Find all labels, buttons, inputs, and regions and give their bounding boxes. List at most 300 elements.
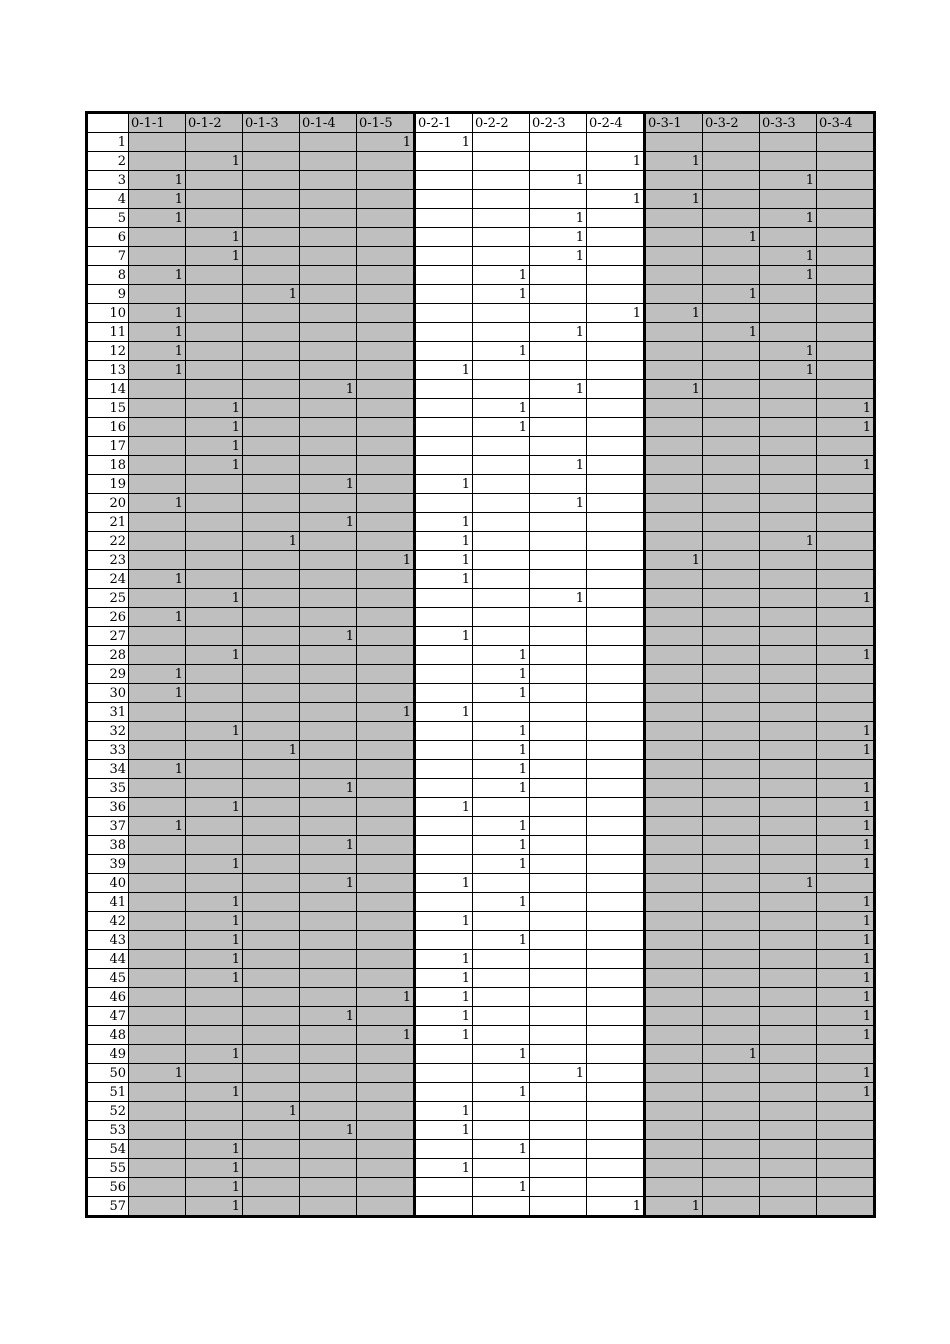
table-cell xyxy=(760,1140,817,1159)
table-cell: 1 xyxy=(760,266,817,285)
table-cell: 1 xyxy=(473,399,530,418)
table-cell xyxy=(357,627,415,646)
table-cell xyxy=(703,209,760,228)
table-cell xyxy=(129,969,186,988)
table-cell xyxy=(243,988,300,1007)
table-cell xyxy=(129,437,186,456)
table-cell xyxy=(357,684,415,703)
table-cell xyxy=(473,969,530,988)
table-cell xyxy=(645,342,703,361)
table-cell xyxy=(300,646,357,665)
table-cell xyxy=(186,323,243,342)
row-number: 18 xyxy=(87,456,129,475)
table-cell xyxy=(645,589,703,608)
table-cell xyxy=(703,988,760,1007)
table-cell xyxy=(473,190,530,209)
table-cell xyxy=(760,627,817,646)
table-row xyxy=(87,209,875,228)
table-cell xyxy=(243,475,300,494)
table-cell: 1 xyxy=(760,209,817,228)
table-cell: 1 xyxy=(703,1045,760,1064)
table-cell xyxy=(415,247,473,266)
table-cell xyxy=(473,988,530,1007)
table-cell xyxy=(129,988,186,1007)
table-cell xyxy=(357,969,415,988)
table-cell xyxy=(760,608,817,627)
table-cell xyxy=(817,304,875,323)
table-cell xyxy=(530,304,587,323)
table-cell xyxy=(186,171,243,190)
table-cell xyxy=(357,342,415,361)
table-cell: 1 xyxy=(186,456,243,475)
table-cell xyxy=(760,646,817,665)
table-row xyxy=(87,703,875,722)
table-cell xyxy=(243,323,300,342)
table-cell: 1 xyxy=(300,836,357,855)
table-cell xyxy=(760,1178,817,1197)
table-cell: 1 xyxy=(817,418,875,437)
table-cell xyxy=(530,190,587,209)
column-header: 0-3-3 xyxy=(760,113,817,133)
table-cell xyxy=(129,456,186,475)
table-cell: 1 xyxy=(817,836,875,855)
table-cell xyxy=(129,152,186,171)
table-cell xyxy=(703,665,760,684)
table-cell xyxy=(645,171,703,190)
table-cell xyxy=(587,703,645,722)
table-cell: 1 xyxy=(415,133,473,152)
table-cell xyxy=(760,1083,817,1102)
table-cell xyxy=(473,874,530,893)
table-cell xyxy=(357,931,415,950)
table-cell xyxy=(473,1007,530,1026)
table-cell xyxy=(186,380,243,399)
table-cell xyxy=(300,399,357,418)
table-cell xyxy=(587,380,645,399)
table-cell xyxy=(129,133,186,152)
table-cell xyxy=(587,551,645,570)
table-cell: 1 xyxy=(129,817,186,836)
table-cell xyxy=(703,798,760,817)
table-cell xyxy=(703,247,760,266)
table-cell xyxy=(129,836,186,855)
table-cell xyxy=(587,589,645,608)
table-cell xyxy=(760,152,817,171)
table-row xyxy=(87,304,875,323)
table-cell xyxy=(473,323,530,342)
table-row xyxy=(87,494,875,513)
row-number: 31 xyxy=(87,703,129,722)
table-cell: 1 xyxy=(645,380,703,399)
row-number: 45 xyxy=(87,969,129,988)
table-cell xyxy=(760,1064,817,1083)
table-cell xyxy=(703,817,760,836)
table-cell xyxy=(300,912,357,931)
table-cell xyxy=(587,912,645,931)
table-cell xyxy=(186,817,243,836)
table-cell xyxy=(645,760,703,779)
row-number: 20 xyxy=(87,494,129,513)
table-cell xyxy=(645,627,703,646)
table-cell xyxy=(817,1159,875,1178)
table-row xyxy=(87,513,875,532)
table-cell xyxy=(473,1026,530,1045)
table-cell xyxy=(186,1121,243,1140)
table-row xyxy=(87,969,875,988)
table-cell xyxy=(760,513,817,532)
table-cell xyxy=(760,893,817,912)
table-cell xyxy=(530,741,587,760)
table-cell xyxy=(300,532,357,551)
table-cell xyxy=(645,399,703,418)
column-header: 0-1-2 xyxy=(186,113,243,133)
table-cell xyxy=(530,627,587,646)
table-cell: 1 xyxy=(760,171,817,190)
table-cell: 1 xyxy=(186,931,243,950)
table-cell xyxy=(703,171,760,190)
table-cell xyxy=(243,1007,300,1026)
table-row xyxy=(87,988,875,1007)
table-cell xyxy=(817,1121,875,1140)
table-cell xyxy=(357,209,415,228)
row-number: 16 xyxy=(87,418,129,437)
table-cell xyxy=(300,817,357,836)
table-cell xyxy=(473,551,530,570)
table-cell xyxy=(760,418,817,437)
table-row xyxy=(87,399,875,418)
table-cell xyxy=(415,304,473,323)
row-number: 46 xyxy=(87,988,129,1007)
table-cell xyxy=(300,285,357,304)
table-cell xyxy=(530,361,587,380)
table-cell xyxy=(357,418,415,437)
table-cell xyxy=(817,1102,875,1121)
table-cell xyxy=(703,608,760,627)
table-cell xyxy=(186,741,243,760)
table-cell xyxy=(645,513,703,532)
table-cell xyxy=(817,1140,875,1159)
table-cell xyxy=(703,475,760,494)
table-cell xyxy=(817,570,875,589)
table-row xyxy=(87,1064,875,1083)
table-cell xyxy=(357,798,415,817)
table-cell: 1 xyxy=(129,608,186,627)
table-cell: 1 xyxy=(186,247,243,266)
table-cell xyxy=(243,798,300,817)
table-cell xyxy=(186,513,243,532)
table-cell: 1 xyxy=(186,646,243,665)
table-cell xyxy=(587,950,645,969)
table-cell xyxy=(530,608,587,627)
table-cell xyxy=(415,456,473,475)
table-row xyxy=(87,1007,875,1026)
table-cell xyxy=(817,760,875,779)
table-cell xyxy=(530,1121,587,1140)
table-cell xyxy=(817,171,875,190)
table-cell xyxy=(357,190,415,209)
data-table xyxy=(85,111,876,1218)
table-cell: 1 xyxy=(473,1083,530,1102)
table-cell xyxy=(357,361,415,380)
row-number: 54 xyxy=(87,1140,129,1159)
row-number: 52 xyxy=(87,1102,129,1121)
table-cell xyxy=(530,1140,587,1159)
table-cell xyxy=(817,133,875,152)
table-cell xyxy=(473,247,530,266)
table-cell xyxy=(129,1197,186,1217)
table-row xyxy=(87,361,875,380)
table-cell xyxy=(760,475,817,494)
table-cell xyxy=(645,969,703,988)
table-cell xyxy=(530,969,587,988)
table-row xyxy=(87,1121,875,1140)
table-cell xyxy=(300,570,357,589)
table-cell xyxy=(587,817,645,836)
table-cell xyxy=(357,1102,415,1121)
table-cell: 1 xyxy=(243,285,300,304)
table-cell: 1 xyxy=(186,1083,243,1102)
table-cell: 1 xyxy=(530,380,587,399)
table-row xyxy=(87,817,875,836)
table-cell xyxy=(703,532,760,551)
row-number: 33 xyxy=(87,741,129,760)
table-cell: 1 xyxy=(243,741,300,760)
table-cell: 1 xyxy=(530,589,587,608)
table-cell xyxy=(645,1045,703,1064)
table-cell xyxy=(186,1102,243,1121)
table-cell xyxy=(357,817,415,836)
table-cell xyxy=(415,323,473,342)
table-row xyxy=(87,1102,875,1121)
table-row xyxy=(87,855,875,874)
table-cell xyxy=(357,1083,415,1102)
table-cell: 1 xyxy=(357,551,415,570)
table-cell xyxy=(186,608,243,627)
table-cell xyxy=(760,285,817,304)
table-cell xyxy=(129,418,186,437)
table-cell xyxy=(703,874,760,893)
table-cell xyxy=(129,1007,186,1026)
table-cell: 1 xyxy=(817,1007,875,1026)
row-number: 19 xyxy=(87,475,129,494)
table-cell xyxy=(300,266,357,285)
table-cell: 1 xyxy=(817,931,875,950)
table-cell xyxy=(129,703,186,722)
table-cell: 1 xyxy=(415,627,473,646)
table-cell xyxy=(357,646,415,665)
table-cell: 1 xyxy=(817,646,875,665)
table-cell xyxy=(415,380,473,399)
row-number: 24 xyxy=(87,570,129,589)
table-cell: 1 xyxy=(415,703,473,722)
table-cell: 1 xyxy=(473,779,530,798)
table-cell xyxy=(129,399,186,418)
table-cell xyxy=(760,1159,817,1178)
table-cell xyxy=(645,1064,703,1083)
table-cell xyxy=(357,532,415,551)
table-cell xyxy=(300,893,357,912)
table-cell: 1 xyxy=(357,703,415,722)
table-cell xyxy=(243,646,300,665)
table-row xyxy=(87,950,875,969)
table-cell xyxy=(645,1121,703,1140)
table-cell xyxy=(530,475,587,494)
table-cell xyxy=(587,247,645,266)
table-cell xyxy=(473,494,530,513)
table-cell: 1 xyxy=(186,950,243,969)
row-number: 17 xyxy=(87,437,129,456)
table-cell xyxy=(243,570,300,589)
table-cell xyxy=(760,760,817,779)
table-cell xyxy=(530,893,587,912)
table-cell: 1 xyxy=(415,988,473,1007)
table-cell xyxy=(129,1140,186,1159)
table-body xyxy=(87,133,875,1217)
table-cell: 1 xyxy=(817,1026,875,1045)
table-cell: 1 xyxy=(817,893,875,912)
table-row xyxy=(87,684,875,703)
table-cell xyxy=(530,551,587,570)
table-cell xyxy=(530,874,587,893)
table-cell xyxy=(760,931,817,950)
table-cell xyxy=(357,722,415,741)
table-cell xyxy=(415,171,473,190)
table-cell: 1 xyxy=(530,494,587,513)
table-cell xyxy=(186,627,243,646)
table-cell: 1 xyxy=(186,722,243,741)
table-cell xyxy=(415,342,473,361)
table-cell xyxy=(357,304,415,323)
table-cell xyxy=(530,988,587,1007)
table-row xyxy=(87,285,875,304)
table-cell xyxy=(243,1064,300,1083)
table-cell xyxy=(817,513,875,532)
table-cell xyxy=(300,1102,357,1121)
table-cell: 1 xyxy=(415,361,473,380)
table-cell xyxy=(415,494,473,513)
table-cell: 1 xyxy=(357,1026,415,1045)
column-header: 0-2-4 xyxy=(587,113,645,133)
table-cell: 1 xyxy=(473,741,530,760)
table-cell: 1 xyxy=(760,361,817,380)
table-cell xyxy=(415,817,473,836)
table-cell: 1 xyxy=(817,817,875,836)
table-cell xyxy=(415,646,473,665)
table-cell: 1 xyxy=(300,779,357,798)
table-cell xyxy=(186,1026,243,1045)
table-cell xyxy=(129,1102,186,1121)
table-cell xyxy=(357,152,415,171)
table-cell xyxy=(587,323,645,342)
table-cell xyxy=(243,342,300,361)
table-cell xyxy=(530,1045,587,1064)
row-number: 37 xyxy=(87,817,129,836)
table-cell xyxy=(645,741,703,760)
table-cell xyxy=(645,570,703,589)
table-cell xyxy=(473,209,530,228)
table-cell: 1 xyxy=(186,1159,243,1178)
table-cell xyxy=(703,418,760,437)
table-cell xyxy=(817,1178,875,1197)
table-cell xyxy=(357,855,415,874)
table-cell xyxy=(300,1064,357,1083)
table-cell xyxy=(645,285,703,304)
table-cell xyxy=(645,1007,703,1026)
table-cell: 1 xyxy=(703,285,760,304)
table-cell xyxy=(300,1026,357,1045)
table-row xyxy=(87,266,875,285)
table-cell xyxy=(300,931,357,950)
table-cell xyxy=(243,589,300,608)
row-number: 29 xyxy=(87,665,129,684)
table-cell xyxy=(357,266,415,285)
table-cell xyxy=(645,1102,703,1121)
table-cell xyxy=(186,266,243,285)
table-cell xyxy=(530,399,587,418)
table-row xyxy=(87,1178,875,1197)
table-cell xyxy=(760,1102,817,1121)
table-row xyxy=(87,1026,875,1045)
table-cell: 1 xyxy=(817,722,875,741)
table-cell xyxy=(186,760,243,779)
table-cell xyxy=(129,380,186,399)
table-cell xyxy=(587,855,645,874)
table-cell xyxy=(703,741,760,760)
table-cell xyxy=(357,1121,415,1140)
table-cell xyxy=(243,190,300,209)
table-cell xyxy=(817,665,875,684)
table-cell xyxy=(300,950,357,969)
row-number: 6 xyxy=(87,228,129,247)
table-cell xyxy=(415,190,473,209)
table-cell: 1 xyxy=(186,399,243,418)
table-cell xyxy=(243,1140,300,1159)
row-number: 34 xyxy=(87,760,129,779)
table-cell xyxy=(129,532,186,551)
row-number: 23 xyxy=(87,551,129,570)
table-cell xyxy=(473,1159,530,1178)
table-cell xyxy=(243,950,300,969)
table-cell xyxy=(703,703,760,722)
table-cell xyxy=(645,684,703,703)
table-row xyxy=(87,475,875,494)
table-cell: 1 xyxy=(357,988,415,1007)
table-cell xyxy=(415,760,473,779)
row-number: 56 xyxy=(87,1178,129,1197)
table-cell xyxy=(587,722,645,741)
table-cell: 1 xyxy=(703,228,760,247)
table-cell: 1 xyxy=(186,1140,243,1159)
table-cell xyxy=(703,969,760,988)
table-cell xyxy=(357,912,415,931)
table-cell xyxy=(186,874,243,893)
table-cell xyxy=(760,836,817,855)
table-row xyxy=(87,418,875,437)
table-cell: 1 xyxy=(129,665,186,684)
table-cell: 1 xyxy=(186,912,243,931)
table-cell xyxy=(703,513,760,532)
table-cell xyxy=(703,760,760,779)
table-cell xyxy=(530,665,587,684)
table-cell xyxy=(473,513,530,532)
table-cell xyxy=(530,1026,587,1045)
table-cell xyxy=(129,475,186,494)
table-cell xyxy=(473,1064,530,1083)
table-cell xyxy=(587,437,645,456)
table-cell xyxy=(587,532,645,551)
table-cell xyxy=(129,779,186,798)
table-cell: 1 xyxy=(415,798,473,817)
